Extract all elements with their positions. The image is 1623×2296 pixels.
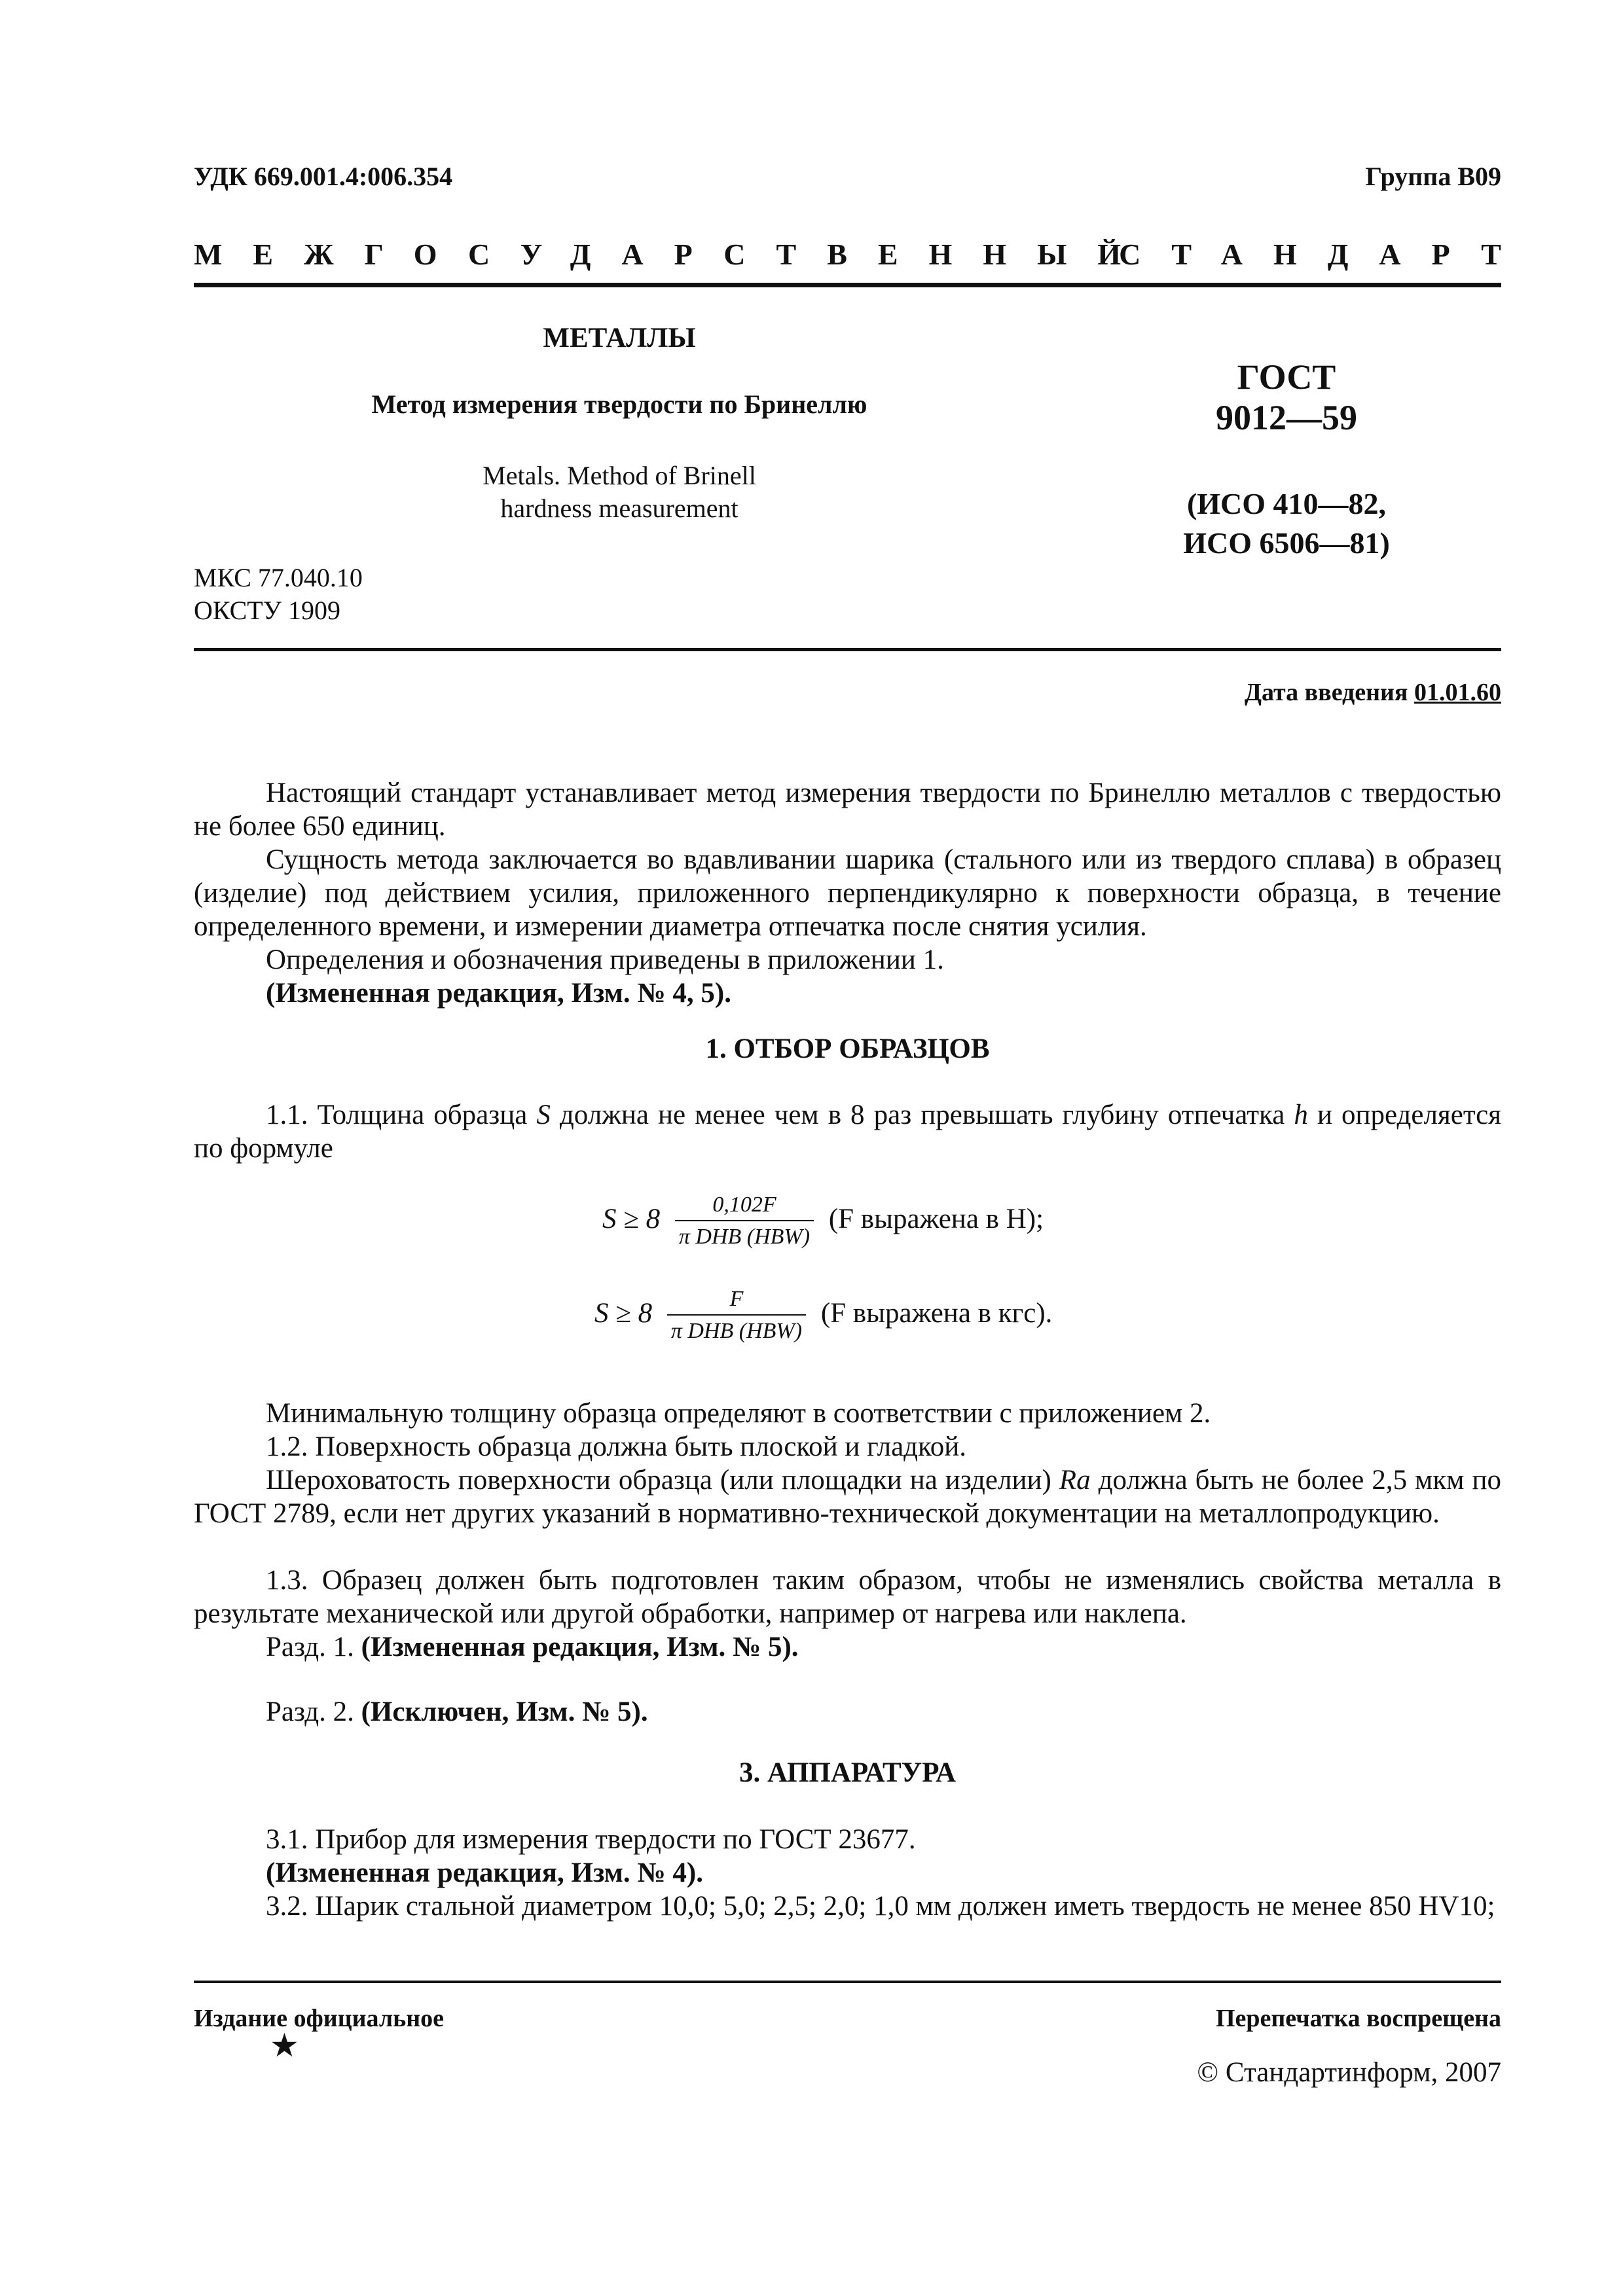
copyright: © Стандартинформ, 2007 <box>1197 2057 1501 2088</box>
okstu-code: ОКСТУ 1909 <box>194 596 341 625</box>
section-3-heading: 3. АППАРАТУРА <box>739 1757 957 1788</box>
intro-paragraph-3: Определения и обозначения приведены в приложении 1. <box>266 944 944 975</box>
clause-1-2: 1.2. Поверхность образца должна быть плоской и гладкой. <box>266 1431 967 1462</box>
clause-3-1: 3.1. Прибор для измерения твердости по ГОСТ 23677. <box>266 1824 916 1855</box>
clause-1-1 <box>194 1098 1501 1165</box>
iso-line2: ИСО 6506—81) <box>1183 526 1390 560</box>
banner-left-text: МЕЖГОСУДАРСТВЕННЫЙ <box>194 238 1152 271</box>
intro-amendment-note: (Измененная редакция, Изм. № 4, 5). <box>266 978 731 1009</box>
formula-2-note: (F выражена в кгс). <box>820 1297 1053 1329</box>
formula-2-denominator: π DHB (HBW) <box>667 1314 806 1344</box>
formula-1-note: (F выражена в Н); <box>828 1203 1044 1234</box>
intro-date <box>1245 678 1501 707</box>
intro-date-value: 01.01.60 <box>1414 679 1501 706</box>
clause-3-1-amendment: (Измененная редакция, Изм. № 4). <box>266 1857 703 1888</box>
banner-right-text: СТАНДАРТ <box>1119 238 1532 271</box>
formula-2-numerator: F <box>729 1287 744 1311</box>
formula-1-numerator: 0,102F <box>712 1193 776 1217</box>
intro-date-label: Дата введения <box>1244 679 1408 706</box>
section-2-excluded <box>194 1695 1501 1729</box>
section-1-amendment <box>194 1630 1501 1664</box>
footer-divider <box>194 1981 1501 1983</box>
official-edition-label: Издание официальное <box>194 2005 445 2032</box>
star-icon: ★ <box>270 2027 299 2064</box>
doc-subtitle-ru: Метод измерения твердости по Бринеллю <box>371 389 867 419</box>
razd-2-note: (Исключен, Изм. № 5). <box>361 1696 648 1727</box>
formula-2-fraction <box>667 1287 806 1344</box>
formula-1-denominator: π DHB (HBW) <box>675 1220 814 1250</box>
intro-paragraph-1: Настоящий стандарт устанавливает метод измерения твердости по Бринеллю металлов с твердостью не более 650 единиц. <box>194 778 1501 842</box>
clause-3-2: 3.2. Шарик стальной диаметром 10,0; 5,0; 2,5; 2,0; 1,0 мм должен иметь твердость не менее 850 HV10; <box>266 1891 1495 1922</box>
doc-subtitle-en <box>312 459 927 525</box>
mks-code: МКС 77.040.10 <box>194 563 363 592</box>
formula-newtons <box>602 1193 1044 1250</box>
razd-1-label: Разд. 1. <box>266 1632 361 1662</box>
formula-kgf <box>594 1287 1052 1344</box>
clause-1-1-text-c: и определяется по формуле <box>194 1100 1502 1164</box>
roughness-text-a: Шероховатость поверхности образца (или площадки на изделии) <box>266 1465 1059 1496</box>
doc-subtitle-en-line1: Metals. Method of Brinell <box>483 461 756 490</box>
gost-code: 9012—59 <box>1216 398 1357 437</box>
clause-1-1-symbol-h: h <box>1294 1100 1308 1130</box>
iso-line1: (ИСО 410—82, <box>1186 487 1387 520</box>
clause-1-1-text-a: 1.1. Толщина образца <box>266 1100 537 1130</box>
standard-banner <box>194 237 1532 276</box>
group-code: Группа В09 <box>1365 162 1501 191</box>
razd-2-label: Разд. 2. <box>266 1696 361 1727</box>
reprint-prohibited-label: Перепечатка воспрещена <box>1215 2005 1501 2032</box>
razd-1-note: (Измененная редакция, Изм. № 5). <box>361 1632 799 1662</box>
intro-paragraph-2: Сущность метода заключается во вдавливании шарика (стального или из твердого сплава) в образец (изделие) под действием усилия, приложенного перпендикулярно к поверхности образца, в течение определенного времени, и измерении диаметра отпечатка после снятия усилия. <box>194 844 1501 942</box>
top-divider <box>194 283 1501 287</box>
clause-1-3: 1.3. Образец должен быть подготовлен таким образом, чтобы не изменялись свойства металла в результате механической или другой обработки, например от нагрева или наклепа. <box>194 1565 1501 1629</box>
classification-codes <box>194 562 363 627</box>
gost-label: ГОСТ <box>1237 357 1336 397</box>
roughness-paragraph <box>194 1463 1501 1530</box>
clause-1-1-symbol-s: S <box>536 1100 551 1130</box>
formula-2-lhs: S ≥ 8 <box>594 1297 653 1329</box>
min-thickness-note: Минимальную толщину образца определяют в соответствии с приложением 2. <box>266 1398 1211 1429</box>
iso-reference <box>1126 484 1447 563</box>
roughness-symbol-ra: Ra <box>1059 1465 1091 1496</box>
formula-1-fraction <box>675 1193 814 1250</box>
doc-subtitle-en-line2: hardness measurement <box>500 493 739 523</box>
udk-code: УДК 669.001.4:006.354 <box>194 162 453 191</box>
clause-1-1-text-b: должна не менее чем в 8 раз превышать глубину отпечатка <box>550 1100 1294 1130</box>
gost-number <box>1126 357 1447 438</box>
roughness-text-b: должна быть не более 2,5 мкм по ГОСТ 2789, если нет других указаний в нормативно-технической документации на металлопродукцию. <box>194 1465 1501 1529</box>
section-1-heading: 1. ОТБОР ОБРАЗЦОВ <box>705 1033 990 1064</box>
formula-1-lhs: S ≥ 8 <box>602 1203 661 1234</box>
title-divider <box>194 648 1501 651</box>
doc-title: МЕТАЛЛЫ <box>543 323 696 353</box>
